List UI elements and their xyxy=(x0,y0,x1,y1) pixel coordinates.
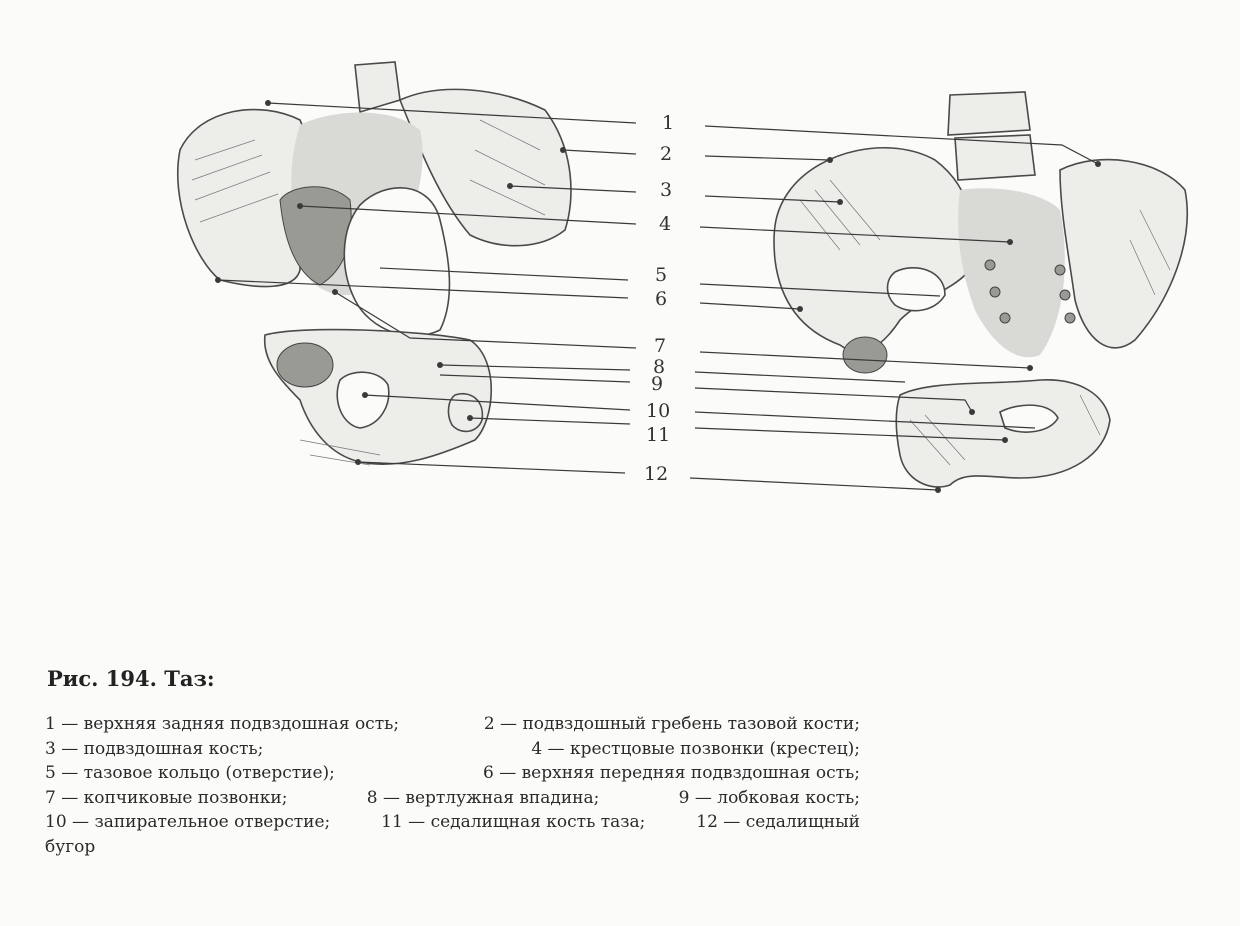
label-numbers xyxy=(644,112,674,485)
legend-item-8: 8 — вертлужная впадина; xyxy=(366,787,600,808)
legend-item-7: 7 — копчиковые позвонки; xyxy=(45,787,288,808)
figure-legend xyxy=(45,712,860,859)
label-12: 12 xyxy=(644,463,669,485)
label-9: 9 xyxy=(651,373,664,395)
legend-item-1: 1 — верхняя задняя подвздошная ость; xyxy=(45,714,400,734)
label-11: 11 xyxy=(646,424,671,446)
label-8: 8 xyxy=(653,356,666,378)
label-1: 1 xyxy=(662,112,675,134)
legend-line-3 xyxy=(45,761,860,786)
legend-item-6: 6 — верхняя передняя подвздошная ость; xyxy=(482,763,860,783)
pelvis-front-view xyxy=(178,62,571,465)
legend-line-2 xyxy=(45,737,860,762)
legend-item-5: 5 — тазовое кольцо (отверстие); xyxy=(45,763,335,783)
legend-item-3: 3 — подвздошная кость; xyxy=(45,738,264,759)
legend-item-2: 2 — подвздошный гребень тазовой кости; xyxy=(483,714,860,734)
legend-line-5 xyxy=(45,810,860,835)
pelvis-side-view xyxy=(774,92,1187,487)
legend-line-6 xyxy=(45,835,860,860)
label-2: 2 xyxy=(660,143,673,165)
legend-item-10: 10 — запирательное отверстие; xyxy=(45,812,331,832)
legend-item-4: 4 — крестцовые позвонки (крестец); xyxy=(531,738,860,759)
label-10: 10 xyxy=(646,400,671,422)
legend-item-12-cont: бугор xyxy=(45,836,96,857)
label-4: 4 xyxy=(659,213,672,235)
legend-line-1 xyxy=(45,712,860,737)
legend-item-9: 9 — лобковая кость; xyxy=(678,787,860,808)
figure-caption-title: Рис. 194. Таз: xyxy=(47,666,215,691)
legend-item-12: 12 — седалищный xyxy=(696,812,860,832)
label-7: 7 xyxy=(654,335,667,357)
legend-item-11: 11 — седалищная кость таза; xyxy=(381,812,646,832)
label-3: 3 xyxy=(660,179,673,201)
legend-line-4 xyxy=(45,786,860,811)
label-5: 5 xyxy=(655,264,668,286)
label-6: 6 xyxy=(655,288,668,310)
